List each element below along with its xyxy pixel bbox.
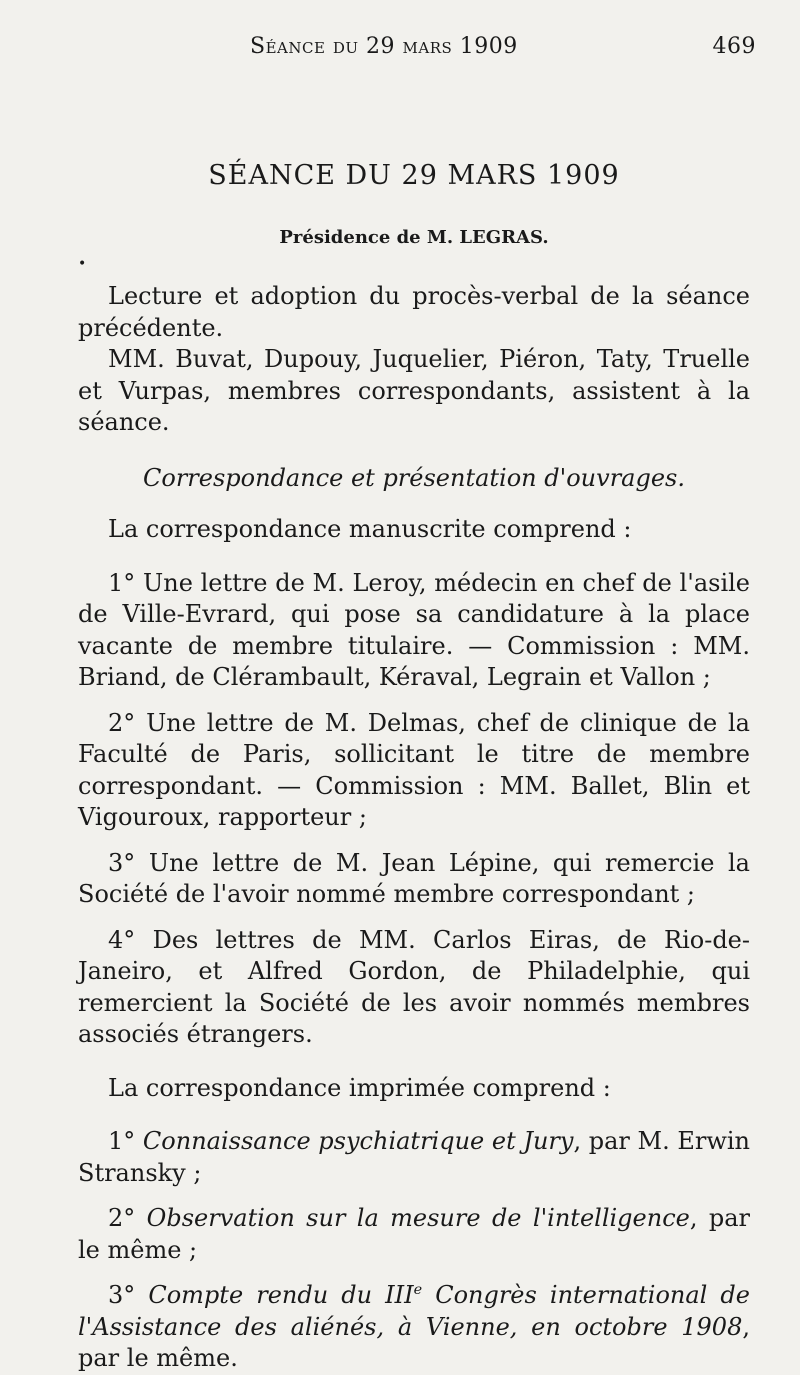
manuscrite-lead: La correspondance manuscrite comprend : [108, 515, 632, 543]
presidence-line: Présidence de M. LEGRAS. [279, 226, 549, 248]
running-head-title: Séance du 29 mars 1909 [250, 34, 518, 59]
work-title: Observation sur la mesure de l'intelligence [146, 1204, 690, 1232]
intro-paragraph-2: MM. Buvat, Dupouy, Juquelier, Piéron, Taty, Truelle et Vurpas, membres correspondants, assistent à la séance. [78, 345, 750, 436]
work-title [78, 1281, 750, 1341]
item-number: 1° [108, 1127, 136, 1155]
manuscrite-item-1: 1° Une lettre de M. Leroy, médecin en chef de l'asile de Ville-Evrard, qui pose sa candidature à la place vacante de membre titulaire. — Commission : MM. Briand, de Clérambault, Kéraval, Legrain et Vallon ; [78, 568, 750, 691]
manuscrite-item-3: 3° Une lettre de M. Jean Lépine, qui remercie la Société de l'avoir nommé membre correspondant ; [78, 848, 750, 908]
superscript: e [413, 1282, 423, 1298]
page-number: 469 [712, 34, 756, 59]
work-title-part-b: Congrès international de l'Assistance des aliénés, à Vienne, en octobre 1908 [78, 1281, 750, 1341]
imprimee-lead: La correspondance imprimée comprend : [108, 1073, 611, 1102]
manuscrite-item-4: 4° Des lettres de MM. Carlos Eiras, de Rio-de-Janeiro, et Alfred Gordon, de Philadelphie, qui remercient la Société de les avoir nommés membres associés étrangers. [78, 925, 750, 1048]
item-rest: , par le même ; [78, 1204, 750, 1264]
item-number: 3° [108, 1281, 136, 1309]
imprimee-item-3 [78, 1280, 750, 1375]
imprimee-item-2 [78, 1203, 750, 1266]
section-heading: Correspondance et présentation d'ouvrages. [143, 463, 685, 492]
running-head [250, 34, 766, 59]
manuscrite-item-2: 2° Une lettre de M. Delmas, chef de clinique de la Faculté de Paris, sollicitant le titre de membre correspondant. — Commission : MM. Ballet, Blin et Vigouroux, rapporteur ; [78, 708, 750, 831]
page-content [78, 150, 750, 1375]
work-title: Connaissance psychiatrique et Jury [142, 1127, 574, 1155]
work-title-part-a: Compte rendu du III [148, 1281, 414, 1309]
item-rest: , par M. Erwin Stransky ; [78, 1127, 750, 1187]
session-heading: SÉANCE DU 29 MARS 1909 [208, 160, 620, 191]
item-number: 2° [108, 1204, 136, 1232]
item-rest: , par le même. [78, 1312, 750, 1372]
separator-dot: • [78, 256, 87, 272]
imprimee-item-1 [78, 1126, 750, 1189]
intro-paragraph-1: Lecture et adoption du procès-verbal de la séance précédente. [78, 282, 750, 342]
